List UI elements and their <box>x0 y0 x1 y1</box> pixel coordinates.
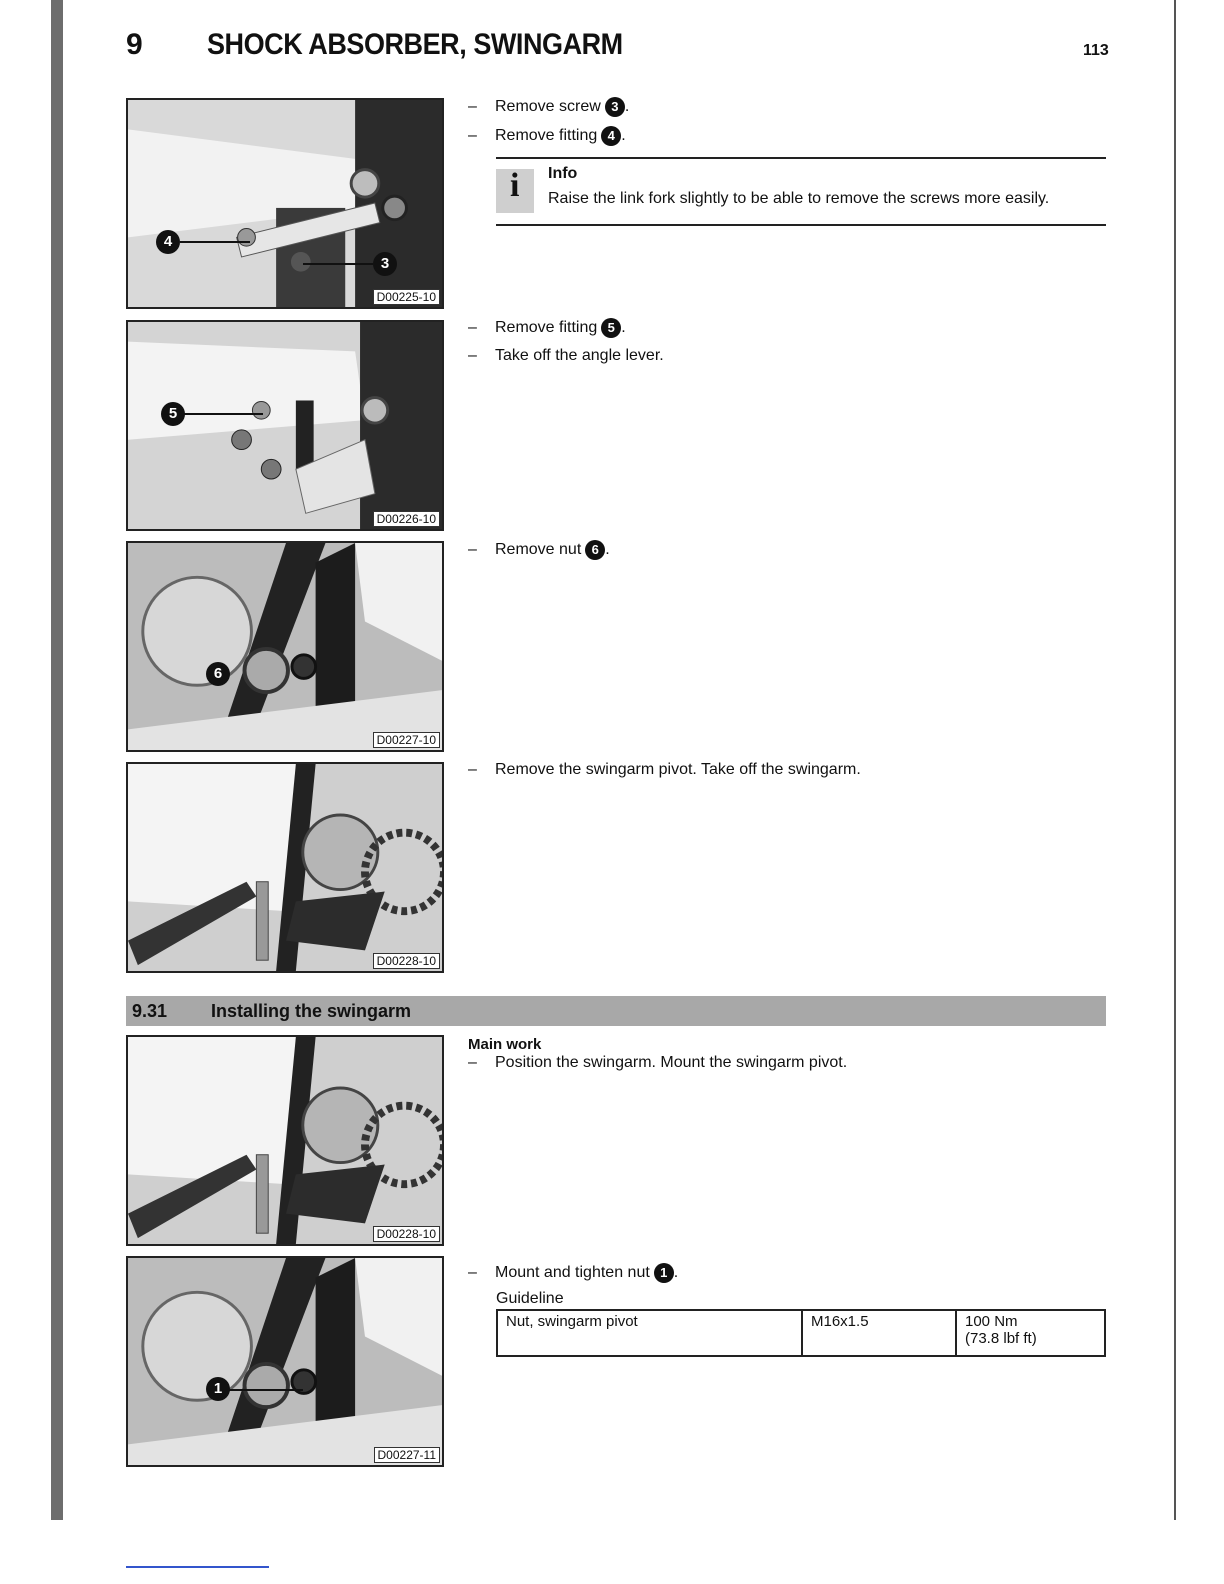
figure-id: D00228-10 <box>373 1226 440 1242</box>
step-end: . <box>621 127 626 145</box>
step-end: . <box>673 1264 679 1282</box>
spec-part: Nut, swingarm pivot <box>497 1310 802 1356</box>
step-badge: 6 <box>585 540 605 560</box>
step-badge: 4 <box>601 126 621 146</box>
photo-illustration <box>128 1037 442 1244</box>
figure-photo <box>126 98 444 309</box>
figure-photo <box>126 541 444 752</box>
photo-illustration <box>128 1258 442 1465</box>
callout-marker: 1 <box>206 1377 230 1401</box>
callout-marker: 5 <box>161 402 185 426</box>
step-item <box>468 1053 847 1073</box>
step-text: Position the swingarm. Mount the swingarm pivot. <box>495 1054 848 1071</box>
step-dash: – <box>468 541 477 559</box>
left-margin-bar <box>51 0 63 1520</box>
info-icon: i <box>496 169 534 213</box>
footer-link-underline[interactable] <box>126 1566 269 1568</box>
step-badge: 1 <box>654 1263 674 1283</box>
step-badge: 5 <box>601 318 621 338</box>
step-item <box>468 540 610 560</box>
step-dash: – <box>468 347 477 364</box>
spec-table <box>496 1309 1106 1357</box>
step-badge: 3 <box>605 97 625 117</box>
spec-torque: 100 Nm (73.8 lbf ft) <box>956 1310 1105 1356</box>
step-dash: – <box>468 761 477 778</box>
step-end: . <box>605 541 610 559</box>
callout-leader <box>228 1389 303 1391</box>
photo-illustration <box>128 543 442 750</box>
step-dash: – <box>468 98 477 116</box>
step-dash: – <box>468 319 477 337</box>
figure-photo <box>126 1035 444 1246</box>
step-text: Remove the swingarm pivot. Take off the swingarm. <box>495 761 861 778</box>
step-end: . <box>624 98 630 116</box>
step-item <box>468 346 664 366</box>
step-item <box>468 1263 678 1283</box>
section-header <box>126 996 1106 1026</box>
section-title: Installing the swingarm <box>211 1001 412 1021</box>
section-number: 9.31 <box>132 1001 168 1021</box>
info-box <box>496 157 1106 226</box>
step-end: . <box>621 319 626 337</box>
callout-leader <box>303 263 373 265</box>
step-text: Remove nut <box>495 541 582 559</box>
figure-photo <box>126 320 444 531</box>
step-item <box>468 318 626 338</box>
step-text: Remove fitting <box>495 319 598 337</box>
callout-leader <box>183 413 263 415</box>
guideline-label: Guideline <box>496 1290 564 1307</box>
step-text: Mount and tighten nut <box>495 1264 650 1282</box>
photo-illustration <box>128 764 442 971</box>
step-text: Take off the angle lever. <box>495 347 664 364</box>
figure-id: D00228-10 <box>373 953 440 969</box>
step-dash: – <box>468 1264 477 1282</box>
step-text: Remove fitting <box>495 127 598 145</box>
right-margin-line <box>1174 0 1176 1520</box>
chapter-number: 9 <box>126 28 143 61</box>
page-number: 113 <box>1083 42 1109 59</box>
step-item <box>468 97 629 117</box>
callout-marker: 6 <box>206 662 230 686</box>
photo-illustration <box>128 100 442 307</box>
chapter-title: SHOCK ABSORBER, SWINGARM <box>207 28 623 61</box>
callout-leader <box>180 241 250 243</box>
info-text: Raise the link fork slightly to be able to remove the screws more easily. <box>548 190 1050 207</box>
figure-photo <box>126 762 444 973</box>
info-title: Info <box>548 165 578 182</box>
step-text: Remove screw <box>495 98 601 116</box>
figure-id: D00225-10 <box>373 289 440 305</box>
table-row <box>497 1310 1105 1356</box>
step-dash: – <box>468 1054 477 1071</box>
step-dash: – <box>468 127 477 145</box>
callout-marker: 3 <box>373 252 397 276</box>
figure-photo <box>126 1256 444 1467</box>
callout-marker: 4 <box>156 230 180 254</box>
spec-thread: M16x1.5 <box>802 1310 956 1356</box>
step-item <box>468 126 626 146</box>
figure-id: D00226-10 <box>373 511 440 527</box>
figure-id: D00227-10 <box>373 732 440 748</box>
main-work-heading: Main work <box>468 1036 542 1053</box>
step-item <box>468 760 861 780</box>
figure-id: D00227-11 <box>374 1447 441 1463</box>
